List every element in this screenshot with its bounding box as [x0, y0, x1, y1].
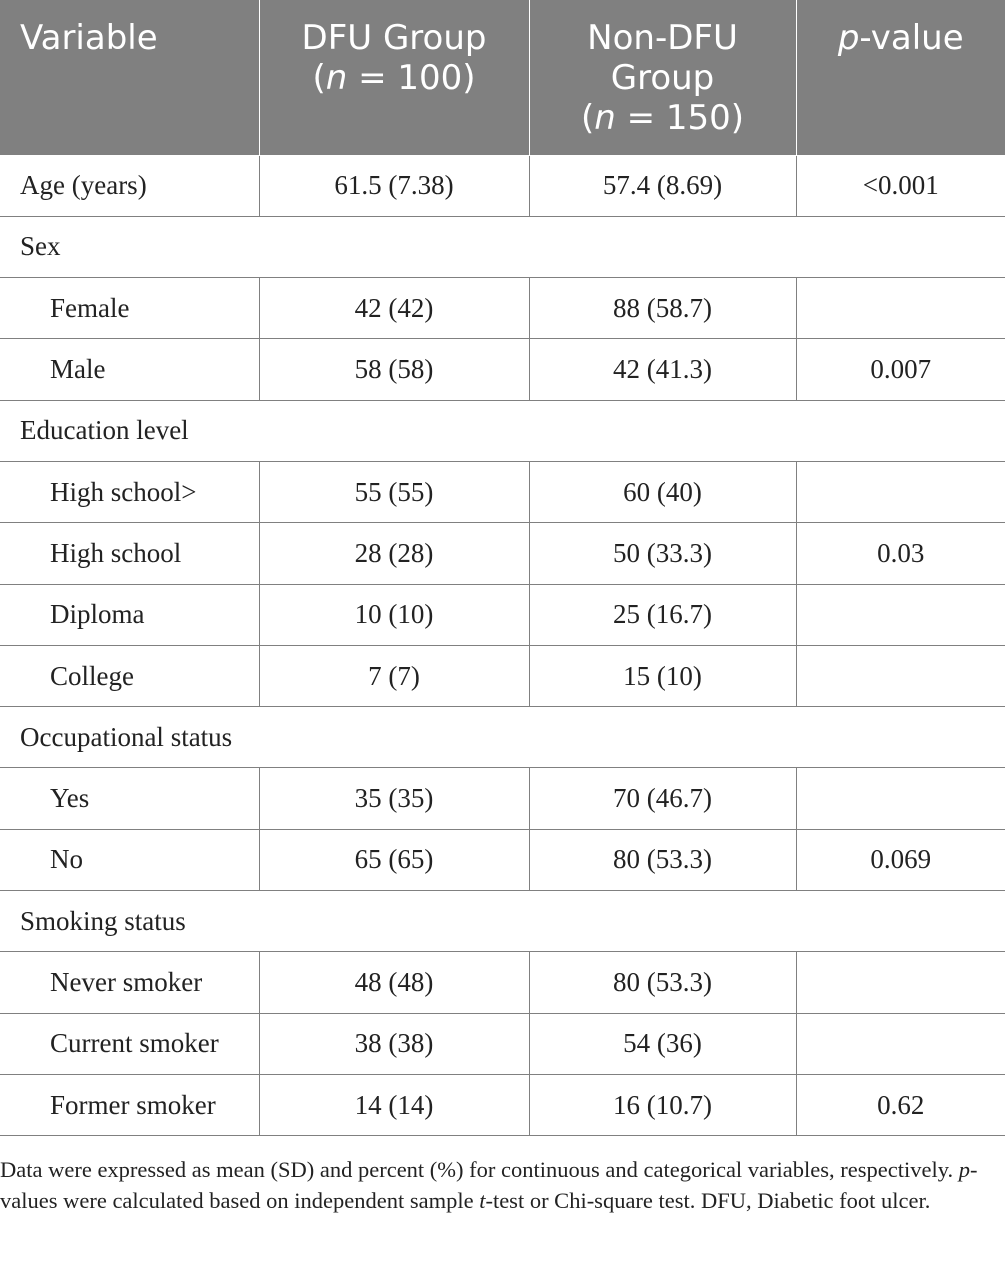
non-dfu-value: 54 (36)	[529, 1013, 796, 1074]
p-value	[796, 952, 1005, 1013]
section-label: Occupational status	[0, 707, 1005, 768]
p-value	[796, 461, 1005, 522]
row-label: Female	[0, 278, 259, 339]
table-row	[0, 339, 1005, 400]
row-label: High school	[0, 523, 259, 584]
table-row	[0, 155, 1005, 216]
p-value	[796, 584, 1005, 645]
non-dfu-value: 88 (58.7)	[529, 278, 796, 339]
row-label: No	[0, 829, 259, 890]
section-label: Sex	[0, 216, 1005, 277]
non-dfu-value: 15 (10)	[529, 645, 796, 706]
dfu-value: 55 (55)	[259, 461, 529, 522]
table-row	[0, 952, 1005, 1013]
p-value	[796, 278, 1005, 339]
dfu-value: 14 (14)	[259, 1074, 529, 1135]
dfu-value: 10 (10)	[259, 584, 529, 645]
table-row	[0, 1013, 1005, 1074]
p-value: 0.03	[796, 523, 1005, 584]
row-label: Never smoker	[0, 952, 259, 1013]
table-row	[0, 1074, 1005, 1135]
p-value	[796, 768, 1005, 829]
row-label: Former smoker	[0, 1074, 259, 1135]
row-label: High school>	[0, 461, 259, 522]
table-row	[0, 829, 1005, 890]
p-value	[796, 645, 1005, 706]
dfu-value: 58 (58)	[259, 339, 529, 400]
row-label: Diploma	[0, 584, 259, 645]
table-row	[0, 645, 1005, 706]
section-label: Smoking status	[0, 891, 1005, 952]
dfu-value: 42 (42)	[259, 278, 529, 339]
dfu-value: 7 (7)	[259, 645, 529, 706]
section-row	[0, 400, 1005, 461]
row-label: College	[0, 645, 259, 706]
non-dfu-value: 57.4 (8.69)	[529, 155, 796, 216]
table-row	[0, 278, 1005, 339]
table-row	[0, 768, 1005, 829]
p-value: 0.069	[796, 829, 1005, 890]
dfu-value: 61.5 (7.38)	[259, 155, 529, 216]
non-dfu-value: 50 (33.3)	[529, 523, 796, 584]
table-header-row	[0, 0, 1005, 155]
table-footnote: Data were expressed as mean (SD) and percent (%) for continuous and categorical variables, respectively. p-values were calculated based on independent sample t-test or Chi-square test. DFU, Diabetic foot ulcer.	[0, 1157, 978, 1213]
non-dfu-value: 80 (53.3)	[529, 952, 796, 1013]
dfu-value: 35 (35)	[259, 768, 529, 829]
table-row	[0, 461, 1005, 522]
p-value	[796, 1013, 1005, 1074]
table-row	[0, 584, 1005, 645]
non-dfu-value: 70 (46.7)	[529, 768, 796, 829]
non-dfu-value: 42 (41.3)	[529, 339, 796, 400]
non-dfu-value: 16 (10.7)	[529, 1074, 796, 1135]
row-label: Age (years)	[0, 155, 259, 216]
p-value: 0.62	[796, 1074, 1005, 1135]
non-dfu-value: 25 (16.7)	[529, 584, 796, 645]
dfu-value: 65 (65)	[259, 829, 529, 890]
header-variable: Variable	[0, 0, 259, 155]
non-dfu-value: 80 (53.3)	[529, 829, 796, 890]
row-label: Male	[0, 339, 259, 400]
header-p-value: p-value	[796, 0, 1005, 155]
dfu-value: 48 (48)	[259, 952, 529, 1013]
row-label: Yes	[0, 768, 259, 829]
header-non-dfu-group: Non-DFU Group (n = 150)	[529, 0, 796, 155]
table-row	[0, 523, 1005, 584]
section-row	[0, 216, 1005, 277]
header-dfu-group: DFU Group (n = 100)	[259, 0, 529, 155]
p-value: <0.001	[796, 155, 1005, 216]
section-row	[0, 707, 1005, 768]
p-value: 0.007	[796, 339, 1005, 400]
non-dfu-value: 60 (40)	[529, 461, 796, 522]
section-label: Education level	[0, 400, 1005, 461]
row-label: Current smoker	[0, 1013, 259, 1074]
section-row	[0, 891, 1005, 952]
dfu-value: 28 (28)	[259, 523, 529, 584]
dfu-value: 38 (38)	[259, 1013, 529, 1074]
